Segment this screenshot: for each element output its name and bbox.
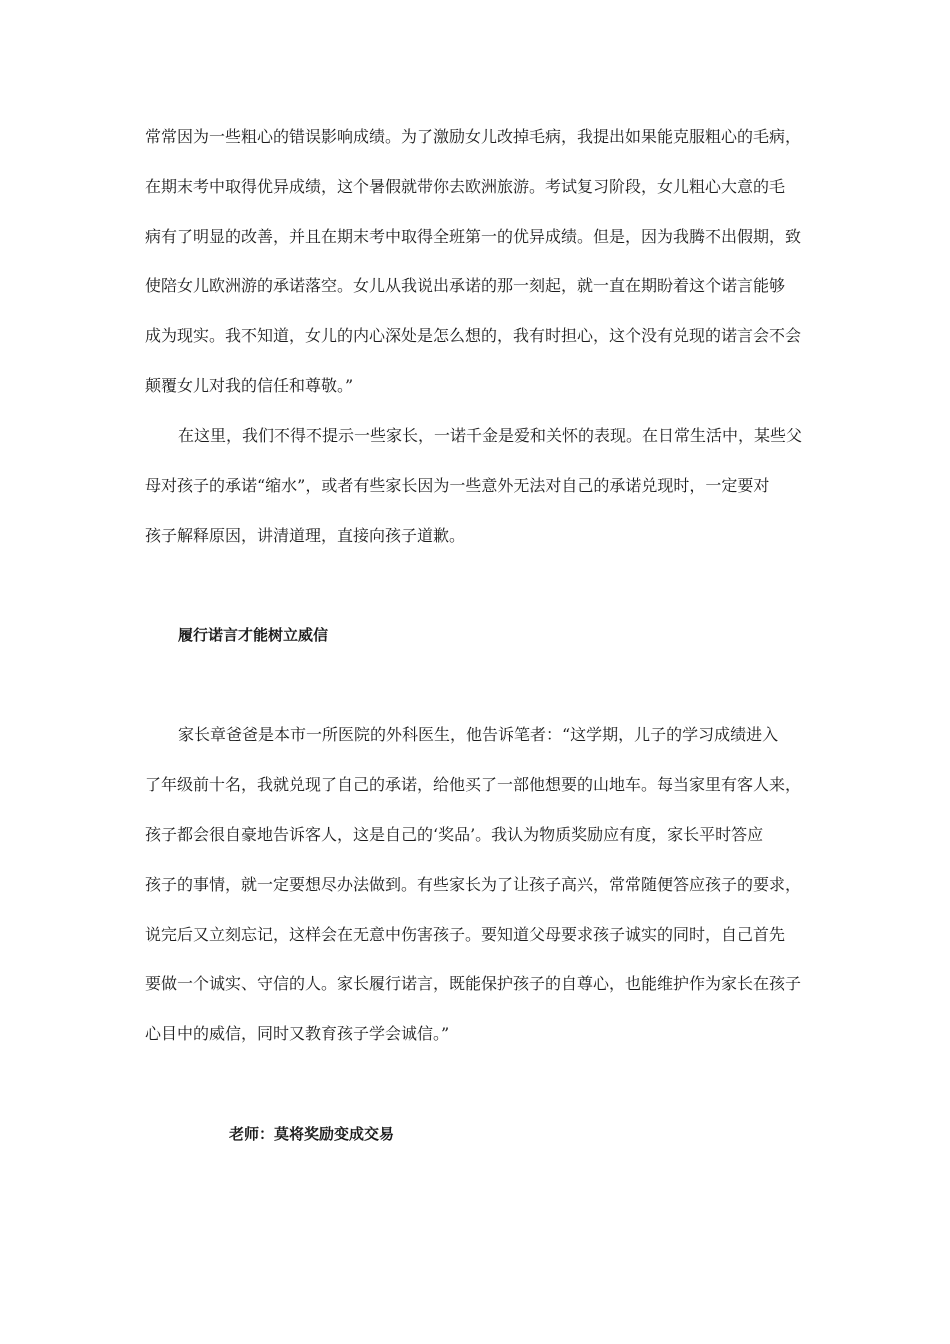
paragraph-line: 病有了明显的改善，并且在期末考中取得全班第一的优异成绩。但是，因为我腾不出假期，致 <box>145 227 802 246</box>
paragraph-line: 孩子解释原因，讲清道理，直接向孩子道歉。 <box>145 526 466 545</box>
paragraph-line: 在期末考中取得优异成绩，这个暑假就带你去欧洲旅游。考试复习阶段，女儿粗心大意的毛 <box>145 177 786 196</box>
paragraph-line: 要做一个诚实、守信的人。家长履行诺言，既能保护孩子的自尊心，也能维护作为家长在孩子 <box>145 974 802 993</box>
paragraph-line: 了年级前十名，我就兑现了自己的承诺，给他买了一部他想要的山地车。每当家里有客人来， <box>145 775 802 794</box>
paragraph-line: 母对孩子的承诺“缩水”，或者有些家长因为一些意外无法对自己的承诺兑现时，一定要对 <box>145 476 770 495</box>
paragraph-line: 使陪女儿欧洲游的承诺落空。女儿从我说出承诺的那一刻起，就一直在期盼着这个诺言能够 <box>145 276 786 295</box>
paragraph-line: 常常因为一些粗心的错误影响成绩。为了激励女儿改掉毛病，我提出如果能克服粗心的毛病， <box>145 127 802 146</box>
paragraph-line: 心目中的威信，同时又教育孩子学会诚信。” <box>145 1024 450 1043</box>
paragraph-line: 颠覆女儿对我的信任和尊敬。” <box>145 376 354 395</box>
paragraph-line: 在这里，我们不得不提示一些家长，一诺千金是爱和关怀的表现。在日常生活中，某些父 <box>178 426 803 445</box>
paragraph-line: 说完后又立刻忘记，这样会在无意中伤害孩子。要知道父母要求孩子诚实的同时，自己首先 <box>145 925 786 944</box>
section-heading: 老师：莫将奖励变成交易 <box>229 1125 395 1143</box>
paragraph-line: 孩子的事情，就一定要想尽办法做到。有些家长为了让孩子高兴，常常随便答应孩子的要求， <box>145 875 802 894</box>
paragraph-line: 孩子都会很自豪地告诉客人，这是自己的‘奖品’。我认为物质奖励应有度，家长平时答应 <box>145 825 764 844</box>
paragraph-line: 成为现实。我不知道，女儿的内心深处是怎么想的，我有时担心，这个没有兑现的诺言会不会 <box>145 326 802 345</box>
paragraph-line: 家长章爸爸是本市一所医院的外科医生，他告诉笔者：“这学期，儿子的学习成绩进入 <box>178 725 779 744</box>
section-heading: 履行诺言才能树立威信 <box>178 626 329 644</box>
